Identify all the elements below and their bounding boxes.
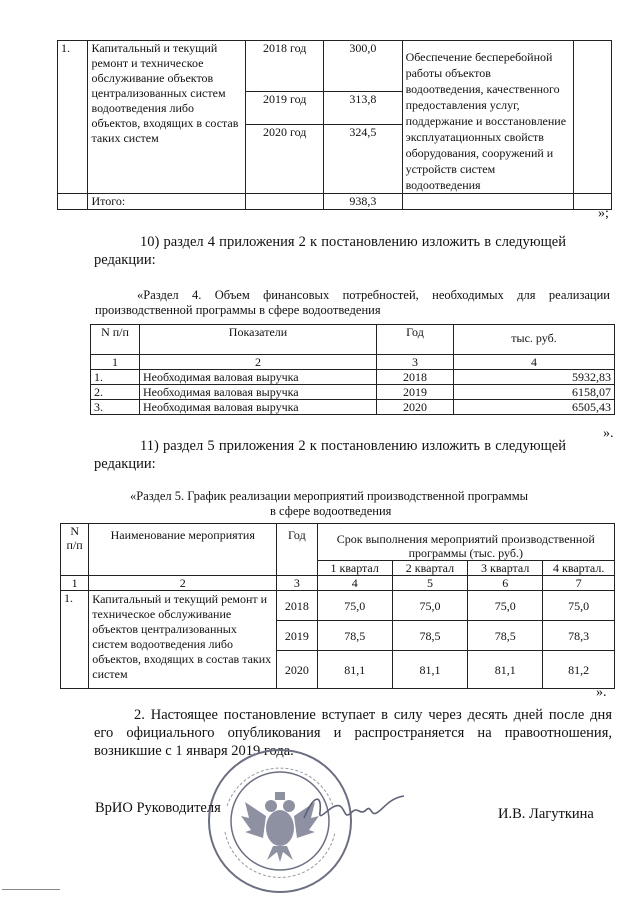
paragraph-10 bbox=[48, 233, 566, 269]
section5-row-name: Капитальный и текущий ремонт и техническое обслуживание объектов централизованных систем водоотведения либо объектов, входящих в состав таких систем bbox=[89, 591, 277, 689]
section5-row-value: 75,0 bbox=[468, 591, 543, 621]
section4-row-amount: 6158,07 bbox=[454, 385, 615, 400]
section5-row-year: 2019 bbox=[277, 621, 317, 651]
section5-row-year: 2018 bbox=[277, 591, 317, 621]
section5-closing-quote: ». bbox=[596, 685, 607, 700]
table-measures-continuation bbox=[57, 40, 612, 210]
table1-total-empty bbox=[246, 194, 324, 210]
section4-header-year: Год bbox=[377, 325, 454, 355]
section4-closing-quote: ». bbox=[603, 426, 614, 441]
table1-total-label: Итого: bbox=[88, 194, 246, 210]
table1-value: 300,0 bbox=[324, 41, 402, 92]
table1-closing-quote: »; bbox=[598, 206, 609, 221]
section5-row-value: 75,0 bbox=[317, 591, 392, 621]
table1-value: 313,8 bbox=[324, 92, 402, 125]
section4-header-amount: тыс. руб. bbox=[454, 325, 615, 355]
section5-title-line2: в сфере водоотведения bbox=[270, 504, 392, 518]
section4-colnum: 4 bbox=[454, 355, 615, 370]
table-section5 bbox=[60, 523, 615, 689]
footer-line bbox=[2, 889, 60, 890]
section5-row-value: 75,0 bbox=[392, 591, 467, 621]
table1-total-empty bbox=[402, 194, 574, 210]
section5-row-value: 78,5 bbox=[392, 621, 467, 651]
table1-year: 2019 год bbox=[246, 92, 324, 125]
table1-total-empty bbox=[58, 194, 88, 210]
table1-empty-col bbox=[574, 41, 612, 194]
handwritten-signature-icon bbox=[300, 788, 410, 828]
section4-row-no: 3. bbox=[91, 400, 140, 415]
section5-colnum: 3 bbox=[277, 576, 317, 591]
section4-colnum: 1 bbox=[91, 355, 140, 370]
signature-position: ВрИО Руководителя bbox=[95, 800, 221, 816]
section5-row-value: 75,0 bbox=[543, 591, 615, 621]
section4-colnum: 2 bbox=[140, 355, 377, 370]
signature-scribble bbox=[300, 788, 410, 833]
section5-row-value: 78,5 bbox=[468, 621, 543, 651]
section5-row-no: 1. bbox=[61, 591, 89, 689]
table1-total-value: 938,3 bbox=[324, 194, 402, 210]
table-section4 bbox=[90, 324, 615, 415]
section4-row-year: 2020 bbox=[377, 400, 454, 415]
section5-row-value: 78,3 bbox=[543, 621, 615, 651]
section4-row-amount: 5932,83 bbox=[454, 370, 615, 385]
section4-row-year: 2018 bbox=[377, 370, 454, 385]
table1-year: 2018 год bbox=[246, 41, 324, 92]
section5-quarter: 1 квартал bbox=[317, 561, 392, 576]
section4-row-indicator: Необходимая валовая выручка bbox=[140, 370, 377, 385]
section5-row-value: 81,1 bbox=[392, 651, 467, 689]
paragraph-10-text: 10) раздел 4 приложения 2 к постановлению изложить в следующей редакции: bbox=[94, 234, 566, 268]
section5-colnum: 1 bbox=[61, 576, 89, 591]
section4-row-no: 1. bbox=[91, 370, 140, 385]
paragraph-11 bbox=[48, 437, 566, 473]
paragraph-2: 2. Настоящее постановление вступает в силу через десять дней после дня его официального опубликования и распространяется на правоотношения, возникшие с 1 января 2019 года. bbox=[94, 707, 612, 759]
section5-header-year: Год bbox=[277, 524, 317, 576]
section4-row-indicator: Необходимая валовая выручка bbox=[140, 385, 377, 400]
section5-row-value: 81,1 bbox=[468, 651, 543, 689]
section5-row-value: 81,1 bbox=[317, 651, 392, 689]
section5-colnum: 6 bbox=[468, 576, 543, 591]
section5-colnum: 2 bbox=[89, 576, 277, 591]
section4-header-no: N п/п bbox=[91, 325, 140, 355]
table1-value: 324,5 bbox=[324, 125, 402, 194]
section4-row-indicator: Необходимая валовая выручка bbox=[140, 400, 377, 415]
section5-header-name: Наименование мероприятия bbox=[89, 524, 277, 576]
section4-row-amount: 6505,43 bbox=[454, 400, 615, 415]
section5-row-year: 2020 bbox=[277, 651, 317, 689]
paragraph-11-text: 11) раздел 5 приложения 2 к постановлению изложить в следующей редакции: bbox=[94, 438, 566, 472]
section4-header-indicator: Показатели bbox=[140, 325, 377, 355]
section4-row-year: 2019 bbox=[377, 385, 454, 400]
section5-title-line1: «Раздел 5. График реализации мероприятий производственной программы bbox=[130, 489, 529, 503]
section4-title: «Раздел 4. Объем финансовых потребностей, необходимых для реализации производственной программы в сфере водоотведения bbox=[95, 288, 610, 317]
table1-effect: Обеспечение бесперебойной работы объектов водоотведения, качественного предоставления услуг, поддержание и восстановление эксплуатационных свойств оборудования, сооружений и устройств систем водоотведения bbox=[402, 41, 574, 194]
signature-name: И.В. Лагуткина bbox=[498, 806, 594, 822]
section5-header-period: Срок выполнения мероприятий производственной программы (тыс. руб.) bbox=[317, 524, 614, 561]
section5-row-value: 81,2 bbox=[543, 651, 615, 689]
section5-row-value: 78,5 bbox=[317, 621, 392, 651]
section5-colnum: 4 bbox=[317, 576, 392, 591]
section5-quarter: 4 квартал. bbox=[543, 561, 615, 576]
table1-year: 2020 год bbox=[246, 125, 324, 194]
section5-colnum: 7 bbox=[543, 576, 615, 591]
section5-quarter: 3 квартал bbox=[468, 561, 543, 576]
section5-header-no: N п/п bbox=[61, 524, 89, 576]
section5-colnum: 5 bbox=[392, 576, 467, 591]
table1-row-number: 1. bbox=[58, 41, 88, 194]
table1-measure-name: Капитальный и текущий ремонт и техническое обслуживание объектов централизованных систем водоотведения либо объектов, входящих в состав таких систем bbox=[88, 41, 246, 194]
section4-colnum: 3 bbox=[377, 355, 454, 370]
section4-row-no: 2. bbox=[91, 385, 140, 400]
section5-quarter: 2 квартал bbox=[392, 561, 467, 576]
